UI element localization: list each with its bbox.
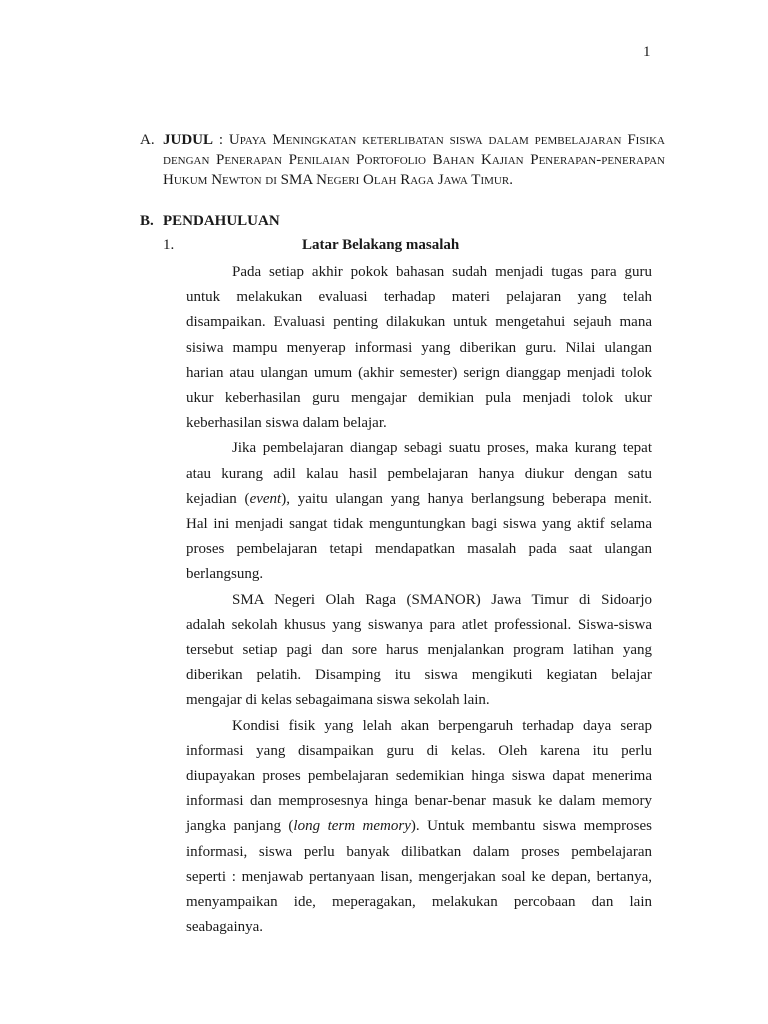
text-line: ukur keberhasilan guru mengajar demikian pula menjadi tolok ukur: [186, 390, 652, 407]
page-number: 1: [643, 44, 651, 60]
text-line: atau kurang adil kalau hasil pembelajaran hanya diukur dengan satu: [186, 465, 652, 482]
text-line: seabagainya.: [186, 919, 264, 936]
subsection-title: Latar Belakang masalah: [302, 237, 460, 253]
text-line: untuk melakukan evaluasi terhadap materi pelajaran yang telah: [186, 289, 652, 306]
italic-term: long term memory: [293, 818, 411, 835]
section-a-body: [163, 130, 665, 190]
text-line: diberikan pelatih. Disamping itu siswa mengikuti kegiatan belajar: [186, 667, 652, 684]
section-a-number: A.: [140, 132, 155, 148]
paragraph: [186, 714, 652, 941]
text-line: Hal ini menjadi sangat tidak menguntungkan bagi siswa yang aktif selama: [186, 516, 652, 533]
text-line: diupayakan proses pembelajaran sedemikian hinga siswa dapat menerima: [186, 768, 652, 785]
text-line: SMA Negeri Olah Raga (SMANOR) Jawa Timur di Sidoarjo: [232, 591, 652, 608]
italic-term: event: [249, 490, 282, 507]
paragraph: [186, 436, 652, 587]
section-a-separator: :: [213, 132, 229, 148]
text-line: disampaikan. Evaluasi penting dilakukan untuk mengetahui sejauh mana: [186, 314, 652, 331]
research-title: Upaya Meningkatan keterlibatan siswa dalam pembelajaran Fisika dengan Penerapan Penilaian Portofolio Bahan Kajian Penerapan-penerapan Hukum Newton di SMA Negeri Olah Raga Jawa Timur.: [163, 132, 665, 188]
paragraph: [186, 588, 652, 714]
section-b-label: PENDAHULUAN: [163, 213, 280, 229]
text-line: [186, 814, 652, 839]
subsection-number: 1.: [163, 237, 175, 253]
text-line: informasi yang disampaikan guru di kelas. Oleh karena itu perlu: [186, 742, 652, 759]
section-b-heading: [140, 213, 280, 230]
text-line: informasi dan memprosesnya hinga benar-benar masuk ke dalam memory: [186, 793, 652, 810]
paragraph: [186, 260, 652, 436]
text-segment: ), yaitu ulangan yang hanya berlangsung beberapa menit.: [281, 490, 652, 507]
text-line: menyampaikan ide, meperagakan, melakukan percobaan dan lain: [186, 894, 652, 911]
text-line: mengajar di kelas sebagaimana siswa sekolah lain.: [186, 692, 490, 709]
text-line: Kondisi fisik yang lelah akan berpengaruh terhadap daya serap: [232, 717, 652, 734]
text-line: sisiwa mampu menyerap informasi yang diberikan guru. Nilai ulangan: [186, 339, 652, 356]
text-line: proses pembelajaran tetapi mendapatkan masalah pada saat ulangan: [186, 541, 652, 558]
text-line: Jika pembelajaran diangap sebagi suatu proses, maka kurang tepat: [232, 440, 652, 457]
text-line: adalah sekolah khusus yang siswanya para atlet professional. Siswa-siswa: [186, 616, 652, 633]
text-line: informasi, siswa perlu banyak dilibatkan dalam proses pembelajaran: [186, 843, 652, 860]
section-b-number: B.: [140, 213, 154, 229]
text-line: Pada setiap akhir pokok bahasan sudah menjadi tugas para guru: [232, 264, 652, 280]
text-line: [186, 487, 652, 512]
text-segment: kejadian (: [186, 490, 250, 507]
text-segment: ). Untuk membantu siswa memproses: [410, 818, 652, 835]
text-line: keberhasilan siswa dalam belajar.: [186, 415, 387, 432]
text-line: tersebut setiap pagi dan sore harus menjalankan program latihan yang: [186, 642, 652, 659]
text-segment: jangka panjang (: [186, 818, 294, 835]
body-text: [186, 260, 652, 940]
text-line: berlangsung.: [186, 566, 264, 583]
text-line: seperti : menjawab pertanyaan lisan, mengerjakan soal ke depan, bertanya,: [186, 868, 652, 885]
section-a-title-block: [140, 130, 665, 190]
section-a-label: JUDUL: [163, 132, 214, 148]
text-line: harian atau ulangan umum (akhir semester) serign dianggap menjadi tolok: [186, 364, 652, 381]
